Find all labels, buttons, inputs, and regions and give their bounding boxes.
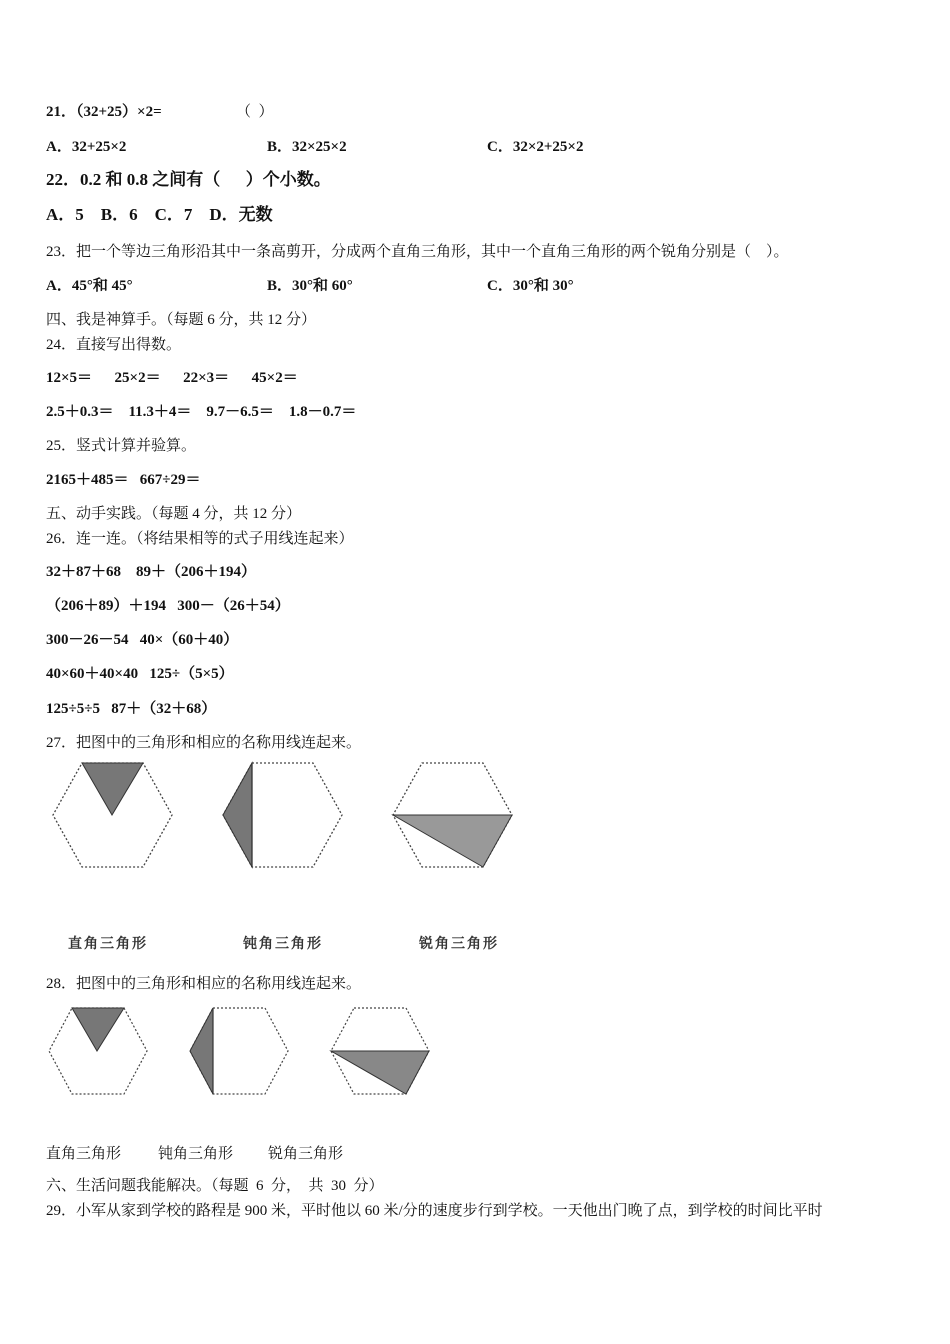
q27-hexagon-obtuse-triangle (220, 760, 345, 870)
q28-hexagon-acute-triangle (328, 1005, 432, 1097)
q27-hexagon-acute-triangle (390, 760, 515, 870)
q26-row: （206＋89）＋194 300－（26＋54） (46, 598, 290, 614)
q23-option-b: B．30°和 60° (267, 278, 353, 294)
q24-stem: 24．直接写出得数。 (46, 337, 182, 353)
q26-row: 300－26－54 40×（60＋40） (46, 632, 239, 648)
q25-row: 2165＋485＝ 667÷29＝ (46, 472, 201, 488)
q23-stem: 23．把一个等边三角形沿其中一条高剪开，分成两个直角三角形，其中一个直角三角形的两个锐角分别是（ ）。 (46, 244, 789, 260)
q28-stem: 28．把图中的三角形和相应的名称用线连起来。 (46, 976, 362, 992)
q21-option-b: B．32×25×2 (267, 139, 347, 155)
q27-label-acute: 锐角三角形 (419, 937, 499, 952)
q24-row-1: 12×5＝ 25×2＝ 22×3＝ 45×2＝ (46, 370, 298, 386)
q28-label-right: 直角三角形 (46, 1146, 122, 1162)
q26-row: 32＋87＋68 89＋（206＋194） (46, 564, 257, 580)
q26-row: 40×60＋40×40 125÷（5×5） (46, 666, 234, 682)
q28-label-obtuse: 钝角三角形 (158, 1146, 234, 1162)
q29-stem: 29．小军从家到学校的路程是 900 米，平时他以 60 米/分的速度步行到学校。一天他出门晚了点，到学校的时间比平时 (46, 1203, 823, 1219)
q28-label-acute: 锐角三角形 (268, 1146, 344, 1162)
section-6-heading: 六、生活问题我能解决。（每题 6 分， 共 30 分） (46, 1178, 384, 1194)
q26-row: 125÷5÷5 87＋（32＋68） (46, 701, 217, 717)
q27-label-obtuse: 钝角三角形 (243, 937, 323, 952)
section-5-heading: 五、动手实践。（每题 4 分，共 12 分） (46, 506, 302, 522)
q22-options: A．5 B．6 C．7 D．无数 (46, 205, 273, 224)
q25-stem: 25．竖式计算并验算。 (46, 438, 197, 454)
q24-row-2: 2.5＋0.3＝ 11.3＋4＝ 9.7－6.5＝ 1.8－0.7＝ (46, 404, 357, 420)
q21-option-c: C．32×2+25×2 (487, 139, 584, 155)
q26-stem: 26．连一连。（将结果相等的式子用线连起来） (46, 531, 354, 547)
q22-stem: 22．0.2 和 0.8 之间有（ ）个小数。 (46, 170, 331, 189)
q23-option-c: C．30°和 30° (487, 278, 574, 294)
q21-answer-paren: （ ） (236, 104, 274, 120)
q28-hexagon-obtuse-triangle (187, 1005, 291, 1097)
q27-stem: 27．把图中的三角形和相应的名称用线连起来。 (46, 735, 362, 751)
q21-stem: 21．（32+25）×2= (46, 104, 162, 120)
q21-option-a: A．32+25×2 (46, 139, 127, 155)
q23-option-a: A．45°和 45° (46, 278, 133, 294)
q27-hexagon-right-triangle (50, 760, 175, 870)
q28-hexagon-right-triangle (46, 1005, 150, 1097)
section-4-heading: 四、我是神算手。（每题 6 分，共 12 分） (46, 312, 317, 328)
q27-label-right: 直角三角形 (68, 937, 148, 952)
